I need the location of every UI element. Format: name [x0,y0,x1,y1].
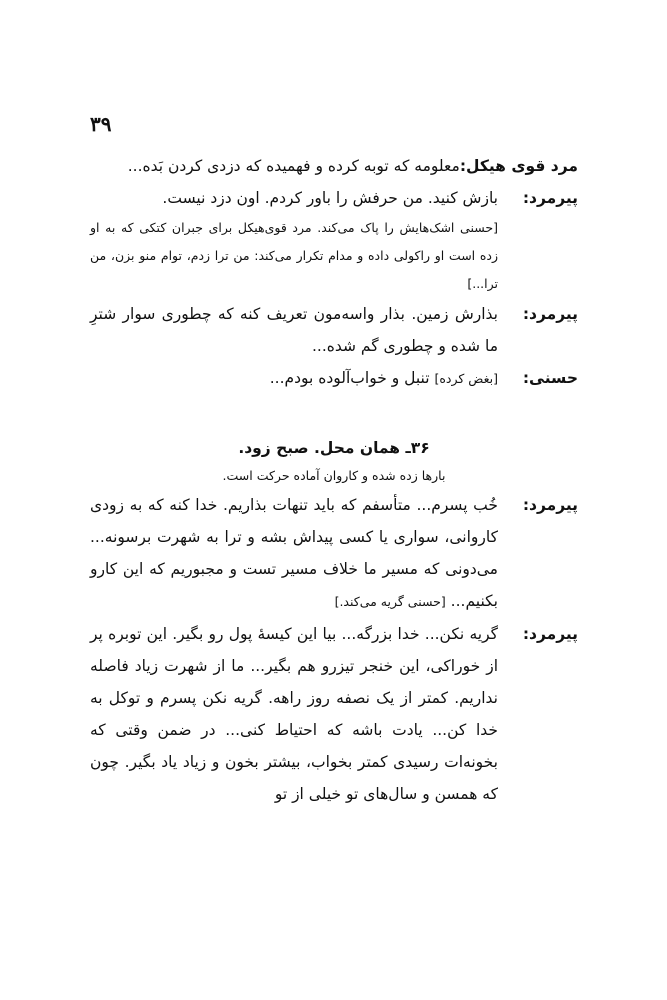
dialogue-text: معلومه که توبه کرده و فهمیده که دزدی کردن بَده... [127,157,460,175]
stage-direction: [حسنی گریه می‌کند.] [334,594,446,609]
speaker-name: حسنی: [522,369,578,387]
speaker-name: مرد قوی هیکل: [459,157,578,175]
dialogue-block [90,182,498,298]
scene-description: بارها زده شده و کاروان آماده حرکت است. [222,468,446,483]
dialogue-entry [90,489,578,618]
speaker-name: پیرمرد: [522,625,578,643]
dialogue-entry [90,618,578,810]
dialogue-text: تنبل و خواب‌آلوده بودم... [269,369,430,387]
dialogue-text: گریه نکن... خدا بزرگه... بیا این کیسهٔ پول رو بگیر. این توبره پر از خوراکی، این خنجر تیزرو هم بگیر... ما از شهرت زیاد فاصله نداریم. کمتر از یک نصفه روز راهه. گریه نکن پسرم و توکل به خدا کن... یادت باشه که احتیاط کنی... در ضمن وقتی که بخونه‌ات رسیدی کمتر بخواب، بیشتر بخون و زیاد یاد بگیر. چون که همسن و سال‌های تو خیلی از تو [90,625,498,803]
dialogue-text: بذارش زمین. بذار واسه‌مون تعریف کنه که چطوری سوار شترِ ما شده و چطوری گم شده... [90,305,498,355]
page-body [90,150,578,810]
dialogue-text: بازش کنید. من حرفش را باور کردم. اون دزد نیست. [162,189,498,207]
stage-direction: [حسنی اشک‌هایش را پاک می‌کند. مرد قوی‌هیکل برای جبران کتکی که به او زده است او راکولی داده و مدام تکرار می‌کند: من ترا زدم، توام منو بزن، من ترا...] [90,220,498,291]
scene-heading: ۳۶ـ همان محل. صبح زود. [238,439,430,457]
page-number: ۳۹ [90,112,112,136]
speaker-name: پیرمرد: [522,189,578,207]
dialogue-entry [90,150,578,182]
dialogue-entry [90,298,578,362]
dialogue-block [90,362,498,395]
dialogue-entry [90,362,578,395]
speaker-name: پیرمرد: [522,496,578,514]
stage-direction: [بغض کرده] [434,371,498,386]
dialogue-block [90,489,498,618]
dialogue-text: خُب پسرم... متأسفم که باید تنهات بذاریم. خدا کنه که به زودی کاروانی، سواری یا کسی پیداش بشه و ترا به شهرت برسونه... می‌دونی که مسیر ما خلاف مسیر تست و مجبوریم که این کارو بکنیم... [90,496,498,610]
speaker-name: پیرمرد: [522,305,578,323]
dialogue-entry [90,182,578,298]
